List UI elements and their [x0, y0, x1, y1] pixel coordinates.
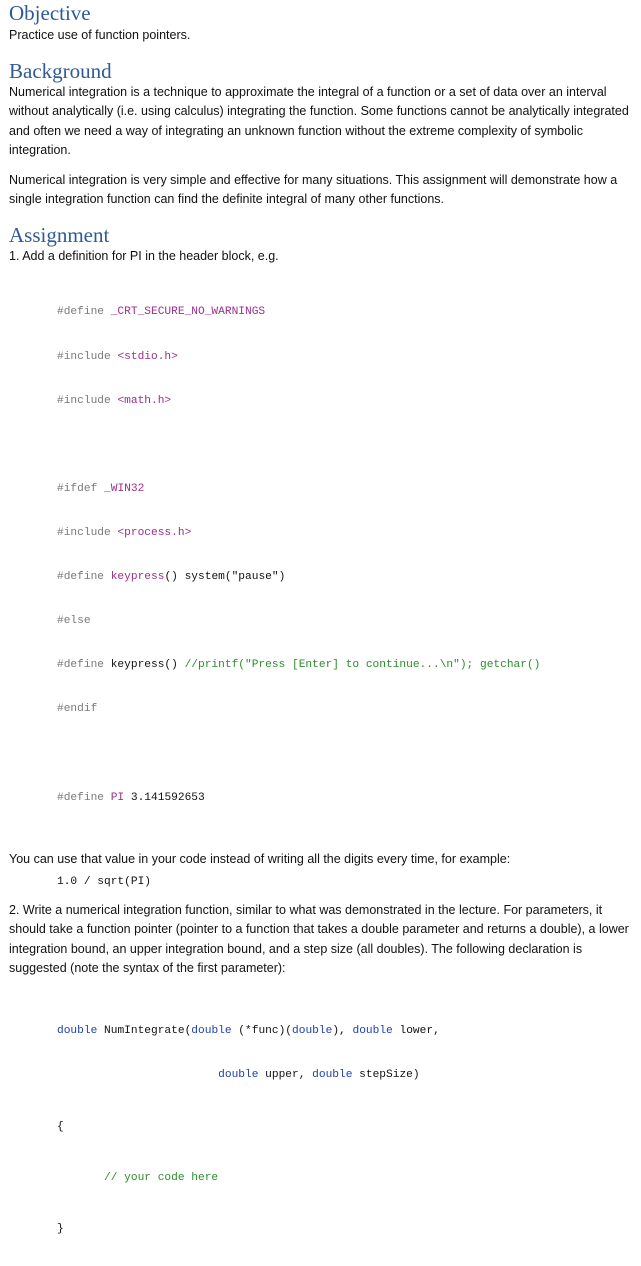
header-code-block — [57, 276, 635, 835]
code-line: } — [57, 1222, 64, 1235]
step-2-text: 2. Write a numerical integration function, similar to what was demonstrated in the lecture. For parameters, it should take a function pointer (pointer to a function that takes a double parameter and returns a double), a lower integration bound, an upper integration bound, and a step size (all doubles). The following declaration is suggested (note the syntax of the first parameter): — [9, 902, 629, 976]
code-line: #include <math.h> — [57, 394, 172, 407]
assignment-heading: Assignment — [9, 222, 110, 247]
code-line: { — [57, 1120, 64, 1133]
code-line: #define keypress() system("pause") — [57, 571, 286, 584]
code-line-blank — [57, 438, 635, 453]
code-line: double NumIntegrate(double (*func)(double), double lower, — [57, 1025, 440, 1038]
background-heading: Background — [9, 58, 112, 83]
declaration-code-block — [57, 995, 635, 1266]
document-page — [9, 0, 635, 1266]
code-line: #define keypress() //printf("Press [Enter] to continue...\n"); getchar() — [57, 659, 541, 672]
background-paragraph-1: Numerical integration is a technique to approximate the integral of a function or a set of data over an interval without analytically (i.e. using calculus) integrating the function. Some functions cannot be analytically integrated and often we need a way of integrating an unknown function without the extreme complexity of symbolic integration. — [9, 84, 629, 157]
objective-heading: Objective — [9, 1, 91, 25]
code-line: #define PI 3.141592653 — [57, 791, 205, 804]
code-line-blank — [57, 747, 635, 762]
code-line: double upper, double stepSize) — [218, 1069, 420, 1082]
use-value-text: You can use that value in your code instead of writing all the digits every time, for example: — [9, 851, 511, 866]
code-line: #else — [57, 615, 91, 628]
code-line: #include <stdio.h> — [57, 350, 178, 363]
code-line: #endif — [57, 703, 98, 716]
code-line: #define _CRT_SECURE_NO_WARNINGS — [57, 306, 266, 319]
code-line: // your code here — [104, 1171, 219, 1184]
code-line: #ifdef _WIN32 — [57, 482, 145, 495]
background-paragraph-2: Numerical integration is very simple and effective for many situations. This assignment will demonstrate how a single integration function can find the definite integral of many other functions. — [9, 172, 618, 206]
step-1-text: 1. Add a definition for PI in the header block, e.g. — [9, 248, 279, 263]
code-line: #include <process.h> — [57, 526, 192, 539]
example-code: 1.0 / sqrt(PI) — [57, 876, 151, 889]
objective-text: Practice use of function pointers. — [9, 28, 191, 42]
